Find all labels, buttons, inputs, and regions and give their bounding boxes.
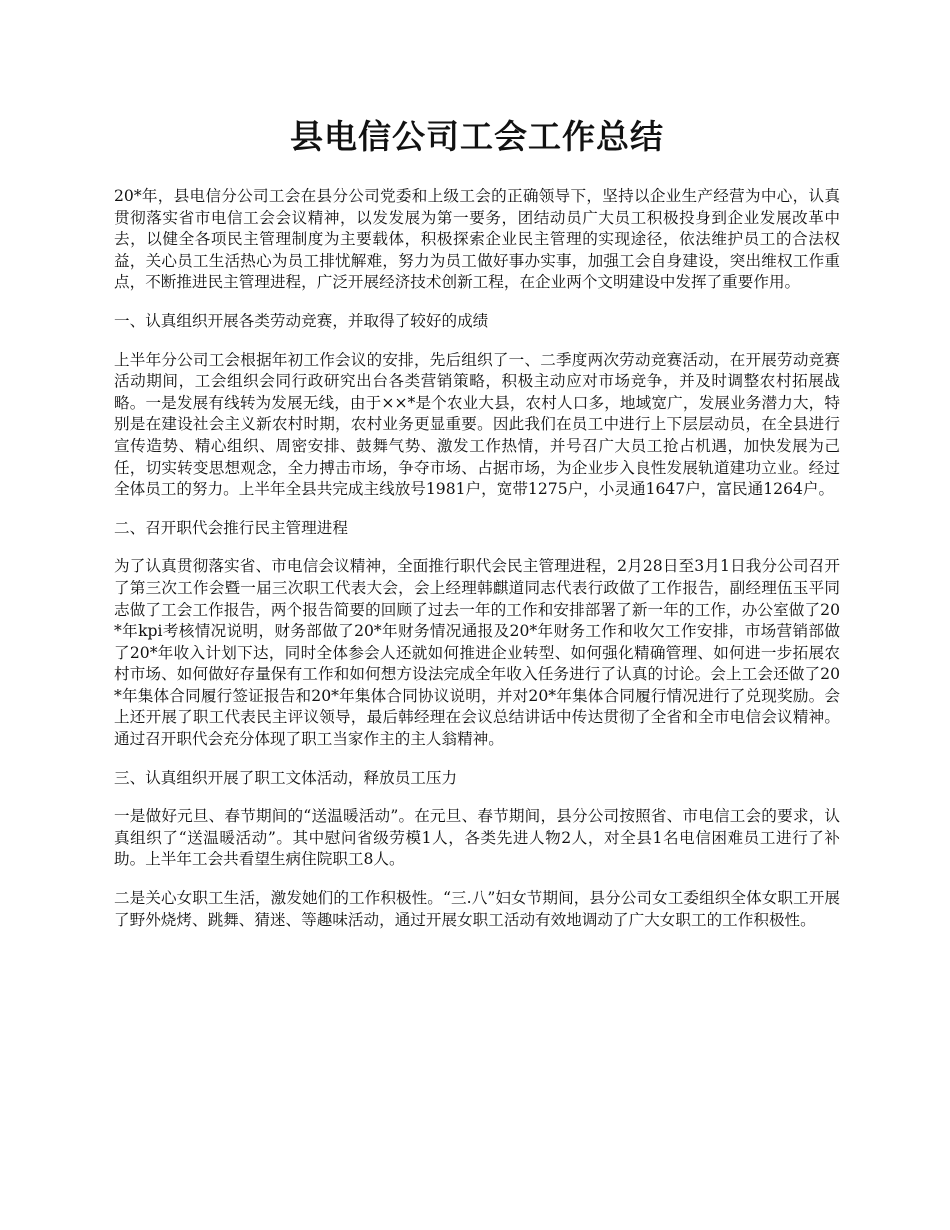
section-heading-1: 一、认真组织开展各类劳动竞赛，并取得了较好的成绩 [114,311,489,330]
document-title: 县电信公司工会工作总结 [290,117,664,156]
intro-paragraph: 20*年，县电信分公司工会在县分公司党委和上级工会的正确领导下，坚持以企业生产经营为中心，认真贯彻落实省市电信工会会议精神，以发发展为第一要务，团结动员广大员工积极投身到企业发展改革中去，以健全各项民主管理制度为主要载体，积极探索企业民主管理的实现途径，依法维护员工的合法权益，关心员工生活热心为员工排忧解难，努力为员工做好事办实事，加强工会自身建设，突出维权工作重点，不断推进民主管理进程，广泛开展经济技术创新工程，在企业两个文明建设中发挥了重要作用。 [114,187,840,292]
section-3-paragraph-2: 二是关心女职工生活，激发她们的工作积极性。“三.八”妇女节期间，县分公司女工委组织全体女职工开展了野外烧烤、跳舞、猜迷、等趣味活动，通过开展女职工活动有效地调动了广大女职工的工作积极性。 [114,889,840,929]
section-2-paragraph-1: 为了认真贯彻落实省、市电信会议精神，全面推行职代会民主管理进程，2月28日至3月1日我分公司召开了第三次工作会暨一届三次职工代表大会，会上经理韩麒道同志代表行政做了工作报告，副经理伍玉平同志做了工会工作报告，两个报告简要的回顾了过去一年的工作和安排部署了新一年的工作，办公室做了20*年kpi考核情况说明，财务部做了20*年财务情况通报及20*年财务工作和收欠工作安排，市场营销部做了20*年收入计划下达，同时全体参会人还就如何推进企业转型、如何强化精确管理、如何进一步拓展农村市场、如何做好存量保有工作和如何想方设法完成全年收入任务进行了认真的讨论。会上工会还做了20*年集体合同履行签证报告和20*年集体合同协议说明，并对20*年集体合同履行情况进行了兑现奖励。会上还开展了职工代表民主评议领导，最后韩经理在会议总结讲话中传达贯彻了全省和全市电信会议精神。通过召开职代会充分体现了职工当家作主的主人翁精神。 [114,557,840,749]
section-heading-2: 二、召开职代会推行民主管理进程 [114,518,348,537]
section-1-paragraph-1: 上半年分公司工会根据年初工作会议的安排，先后组织了一、二季度两次劳动竞赛活动，在开展劳动竞赛活动期间，工会组织会同行政研究出台各类营销策略，积极主动应对市场竞争，并及时调整农村拓展战略。一是发展有线转为发展无线，由于××*是个农业大县，农村人口多，地域宽广，发展业务潜力大，特别是在建设社会主义新农村时期，农村业务更显重要。因此我们在员工中进行上下层层动员，在全县进行宣传造势、精心组织、周密安排、鼓舞气势、激发工作热情，并号召广大员工抢占机遇，加快发展为己任，切实转变思想观念，全力搏击市场，争夺市场、占据市场，为企业步入良性发展轨道建功立业。经过全体员工的努力。上半年全县共完成主线放号1981户，宽带1275户，小灵通1647户，富民通1264户。 [114,350,840,499]
section-heading-3: 三、认真组织开展了职工文体活动，释放员工压力 [114,768,458,787]
section-3-paragraph-1: 一是做好元旦、春节期间的“送温暖活动”。在元旦、春节期间，县分公司按照省、市电信工会的要求，认真组织了“送温暖活动”。其中慰问省级劳模1人，各类先进人物2人，对全县1名电信困难员工进行了补助。上半年工会共看望生病住院职工8人。 [114,807,840,869]
document-page [114,108,840,948]
